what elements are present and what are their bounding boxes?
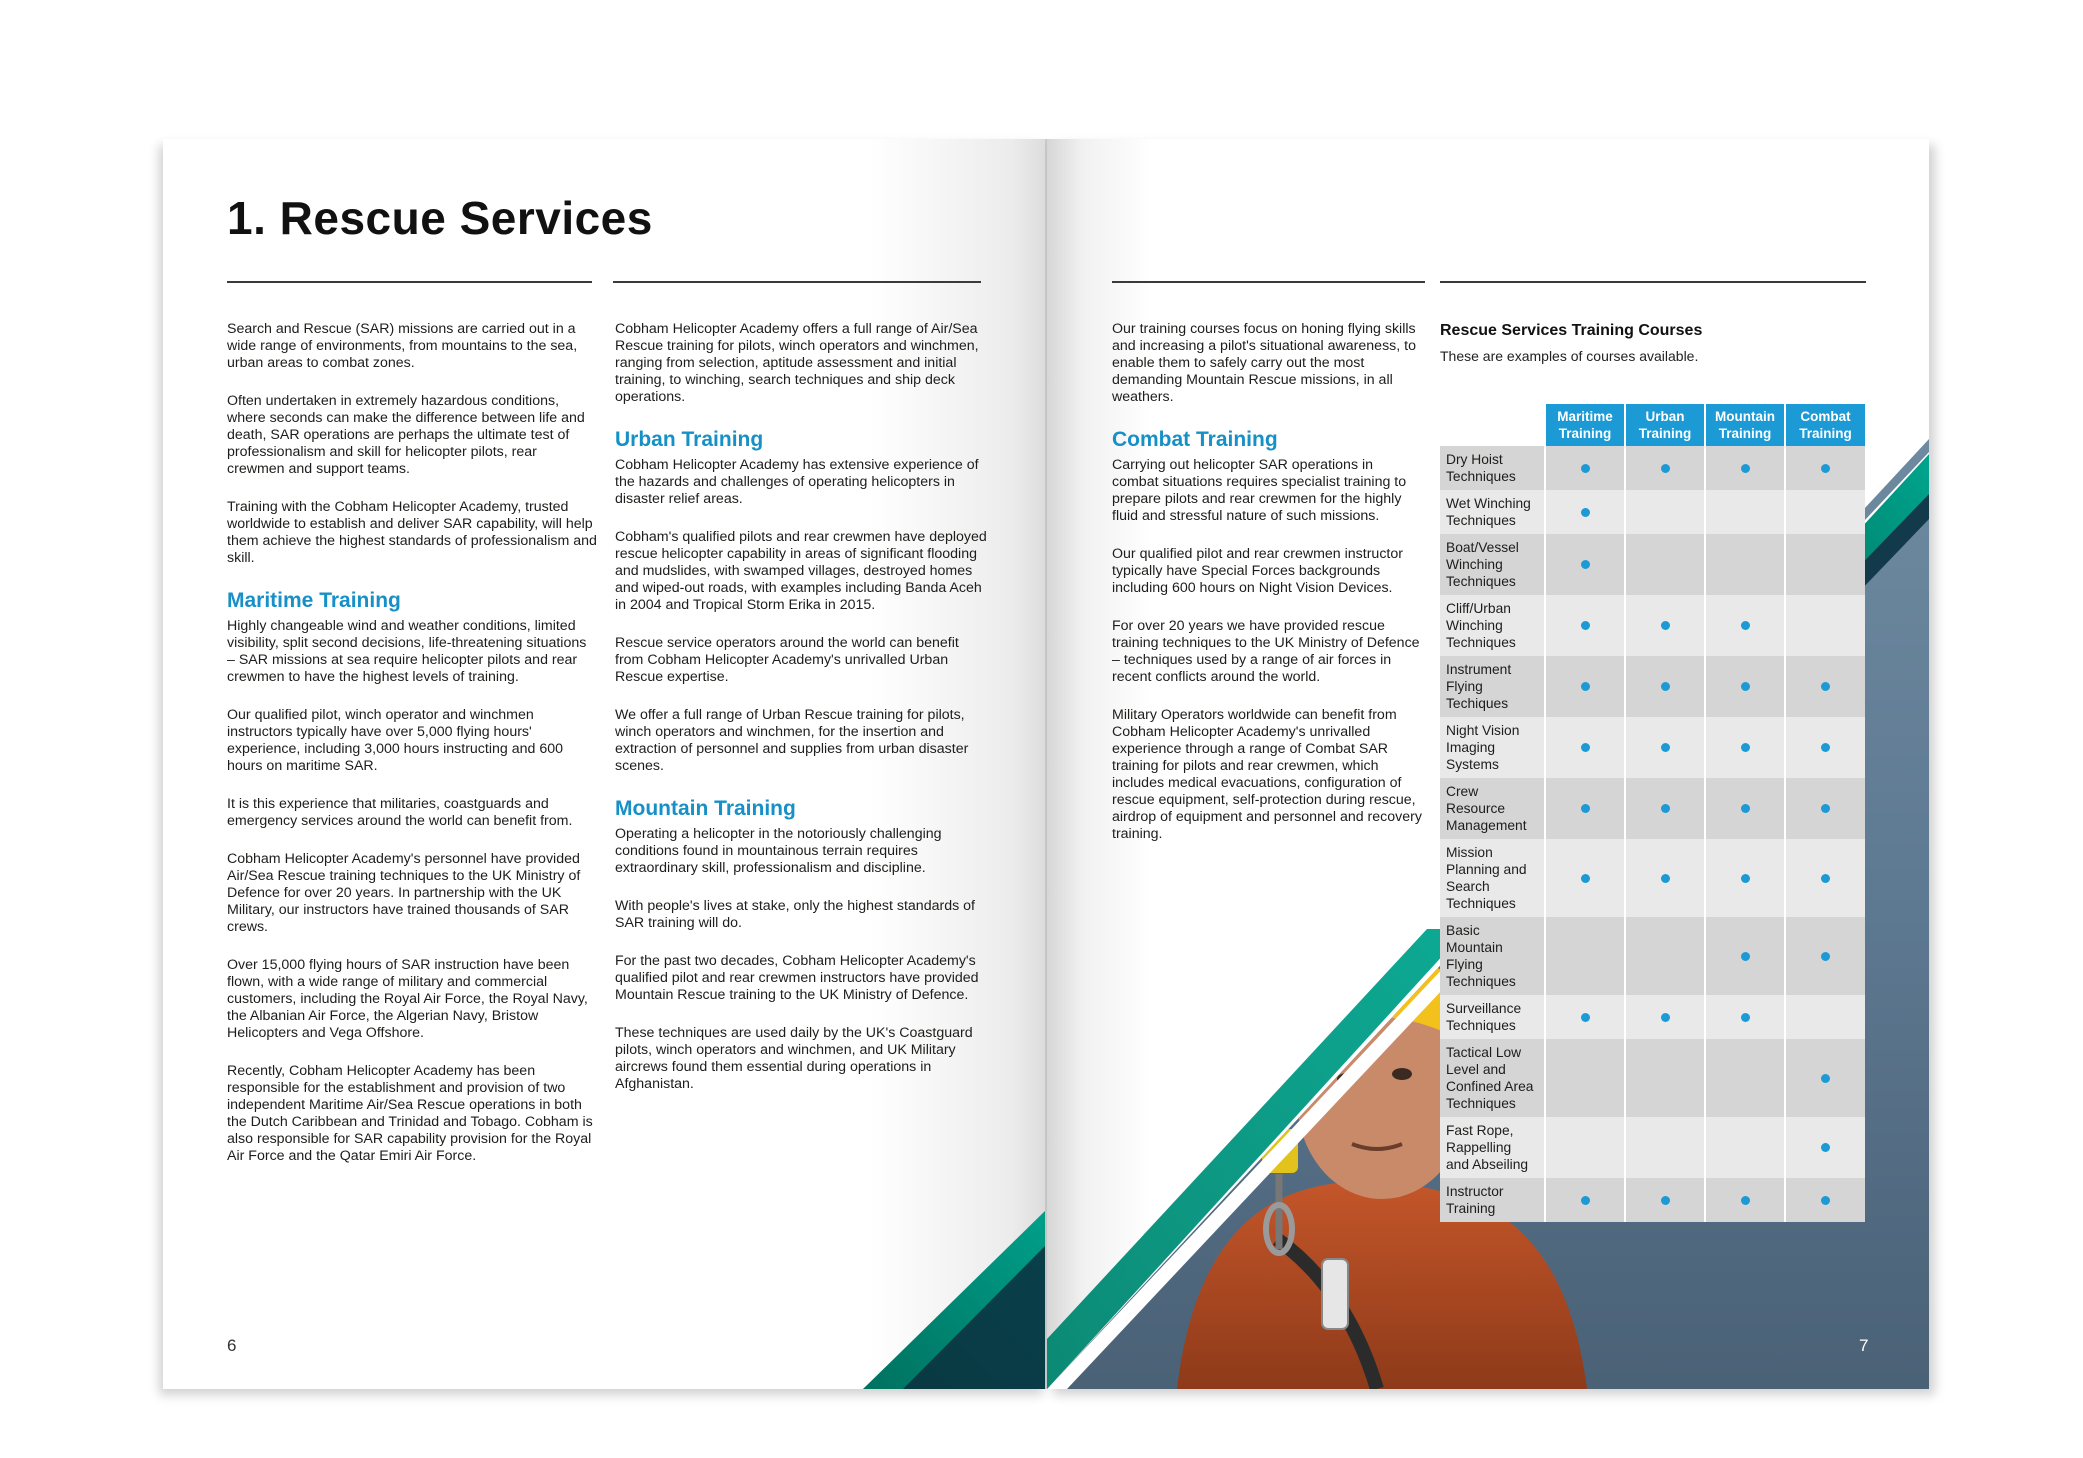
available-dot-icon [1821, 682, 1830, 691]
course-name: Mission Planning and Search Techniques [1440, 839, 1545, 917]
paragraph: Our qualified pilot, winch operator and winchmen instructors typically have over 5,000 flying hours' experience, including 3,000 hours instructing and 600 hours on maritime SAR. [227, 707, 563, 774]
course-name: Wet Winching Techniques [1440, 490, 1545, 534]
table-header-row [1440, 404, 1865, 446]
available-dot-icon [1581, 621, 1590, 630]
column-header: Mountain Training [1705, 404, 1785, 446]
available-dot-icon [1661, 1013, 1670, 1022]
course-name: Tactical Low Level and Confined Area Techniques [1440, 1039, 1545, 1117]
available-dot-icon [1741, 621, 1750, 630]
course-name: Dry Hoist Techniques [1440, 446, 1545, 490]
course-cell [1625, 995, 1705, 1039]
available-dot-icon [1821, 743, 1830, 752]
available-dot-icon [1581, 464, 1590, 473]
available-dot-icon [1581, 682, 1590, 691]
course-cell [1785, 839, 1865, 917]
course-cell [1705, 778, 1785, 839]
course-name: Fast Rope, Rappelling and Abseiling [1440, 1117, 1545, 1178]
table-row [1440, 656, 1865, 717]
left-page [163, 139, 1047, 1389]
course-cell [1545, 656, 1625, 717]
course-cell [1545, 1117, 1625, 1178]
course-cell [1545, 534, 1625, 595]
course-cell [1705, 534, 1785, 595]
course-cell [1625, 490, 1705, 534]
table-row [1440, 1178, 1865, 1222]
column-rule [1440, 281, 1866, 283]
course-cell [1625, 1039, 1705, 1117]
course-cell [1705, 995, 1785, 1039]
combat-heading: Combat Training [1112, 428, 1278, 451]
course-cell [1785, 490, 1865, 534]
available-dot-icon [1581, 508, 1590, 517]
course-name: Instructor Training [1440, 1178, 1545, 1222]
course-cell [1545, 1178, 1625, 1222]
course-cell [1625, 917, 1705, 995]
available-dot-icon [1661, 1196, 1670, 1205]
available-dot-icon [1741, 1013, 1750, 1022]
course-cell [1785, 1178, 1865, 1222]
paragraph: Our training courses focus on honing flying skills and increasing a pilot's situational awareness, to enable them to safely carry out the most demanding Mountain Rescue missions, in all weathers. [1112, 321, 1416, 405]
course-cell [1625, 778, 1705, 839]
available-dot-icon [1581, 804, 1590, 813]
course-cell [1705, 1178, 1785, 1222]
course-cell [1625, 1117, 1705, 1178]
paragraph: Cobham's qualified pilots and rear crewmen have deployed rescue helicopter capability in areas of significant flooding and mudslides, with swamped villages, destroyed homes and wiped-out roads, with examples including Banda Aceh in 2004 and Tropical Storm Erika in 2015. [615, 529, 987, 613]
course-name: Surveillance Techniques [1440, 995, 1545, 1039]
paragraph: Rescue service operators around the world can benefit from Cobham Helicopter Academy's unrivalled Urban Rescue expertise. [615, 635, 959, 685]
page-number: 7 [1859, 1336, 1869, 1355]
course-cell [1625, 717, 1705, 778]
available-dot-icon [1821, 952, 1830, 961]
course-cell [1705, 1039, 1785, 1117]
table-row [1440, 490, 1865, 534]
table-row [1440, 839, 1865, 917]
available-dot-icon [1581, 1196, 1590, 1205]
course-cell [1545, 446, 1625, 490]
available-dot-icon [1661, 804, 1670, 813]
course-name: Boat/Vessel Winching Techniques [1440, 534, 1545, 595]
column-rule [1112, 281, 1425, 283]
column-header: Combat Training [1785, 404, 1865, 446]
available-dot-icon [1661, 682, 1670, 691]
course-name: Instrument Flying Techiques [1440, 656, 1545, 717]
available-dot-icon [1581, 1013, 1590, 1022]
course-cell [1785, 717, 1865, 778]
header-spacer [1440, 404, 1545, 446]
available-dot-icon [1661, 621, 1670, 630]
paragraph: Military Operators worldwide can benefit from Cobham Helicopter Academy's unrivalled experience through a range of Combat SAR training for pilots and rear crewmen, which includes medical evacuations, configuration of rescue equipment, self-protection during rescue, airdrop of equipment and personnel and recovery training. [1112, 707, 1422, 842]
table-row [1440, 446, 1865, 490]
available-dot-icon [1661, 743, 1670, 752]
course-cell [1545, 490, 1625, 534]
available-dot-icon [1661, 874, 1670, 883]
table-subtitle: These are examples of courses available. [1440, 348, 1699, 364]
available-dot-icon [1741, 804, 1750, 813]
available-dot-icon [1821, 804, 1830, 813]
column-header: Urban Training [1625, 404, 1705, 446]
paragraph: Search and Rescue (SAR) missions are carried out in a wide range of environments, from mountains to the sea, urban areas to combat zones. [227, 321, 578, 371]
right-page [1047, 139, 1929, 1389]
available-dot-icon [1741, 1196, 1750, 1205]
course-name: Night Vision Imaging Systems [1440, 717, 1545, 778]
paragraph: It is this experience that militaries, coastguards and emergency services around the world can benefit from. [227, 796, 573, 829]
available-dot-icon [1741, 743, 1750, 752]
table-row [1440, 717, 1865, 778]
paragraph: Our qualified pilot and rear crewmen instructor typically have Special Forces backgrounds including 600 hours on Night Vision Devices. [1112, 546, 1403, 596]
table-row [1440, 534, 1865, 595]
course-cell [1625, 839, 1705, 917]
available-dot-icon [1741, 874, 1750, 883]
course-cell [1625, 534, 1705, 595]
course-cell [1785, 446, 1865, 490]
left-diagonal-graphic [163, 139, 1047, 1389]
available-dot-icon [1581, 743, 1590, 752]
column-3 [1112, 321, 1422, 864]
course-cell [1785, 1039, 1865, 1117]
course-cell [1785, 917, 1865, 995]
available-dot-icon [1581, 560, 1590, 569]
paragraph: For over 20 years we have provided rescue training techniques to the UK Ministry of Defence – techniques used by a range of air forces in recent conflicts around the world. [1112, 618, 1420, 685]
available-dot-icon [1741, 682, 1750, 691]
course-cell [1625, 595, 1705, 656]
page-title: 1. Rescue Services [227, 192, 653, 244]
course-cell [1705, 656, 1785, 717]
paragraph: Cobham Helicopter Academy's personnel have provided Air/Sea Rescue training techniques to the UK Ministry of Defence for over 20 years. In partnership with the UK Military, our instructors have trained thousands of SAR crews. [227, 851, 581, 935]
course-cell [1625, 446, 1705, 490]
paragraph: For the past two decades, Cobham Helicopter Academy's qualified pilot and rear crewmen instructors have provided Mountain Rescue training to the UK Ministry of Defence. [615, 953, 979, 1003]
table-row [1440, 595, 1865, 656]
paragraph: Highly changeable wind and weather conditions, limited visibility, split second decisions, life-threatening situations – SAR missions at sea require helicopter pilots and rear crewmen to have the highest levels of training. [227, 618, 587, 685]
course-cell [1545, 1039, 1625, 1117]
course-cell [1545, 717, 1625, 778]
available-dot-icon [1821, 1196, 1830, 1205]
table-title: Rescue Services Training Courses [1440, 322, 1703, 339]
available-dot-icon [1581, 874, 1590, 883]
paragraph: Over 15,000 flying hours of SAR instruction have been flown, with a wide range of military and commercial customers, including the Royal Air Force, the Royal Navy, the Albanian Air Force, the Algerian Navy, Bristow Helicopters and Vega Offshore. [227, 957, 588, 1041]
available-dot-icon [1661, 464, 1670, 473]
paragraph: These techniques are used daily by the UK's Coastguard pilots, winch operators and winchmen, and UK Military aircrews found them essential during operations in Afghanistan. [615, 1025, 973, 1092]
column-header: Maritime Training [1545, 404, 1625, 446]
table-row [1440, 778, 1865, 839]
paragraph: Cobham Helicopter Academy has extensive experience of the hazards and challenges of operating helicopters in disaster relief areas. [615, 457, 979, 507]
table-row [1440, 1039, 1865, 1117]
course-cell [1545, 778, 1625, 839]
paragraph: Often undertaken in extremely hazardous conditions, where seconds can make the difference between life and death, SAR operations are perhaps the ultimate test of professionalism and skill for helicopter pilots, rear crewmen and support teams. [227, 393, 585, 477]
training-courses-table [1440, 404, 1865, 1222]
paragraph: Training with the Cobham Helicopter Academy, trusted worldwide to establish and deliver SAR capability, will help them achieve the highest standards of professionalism and skill. [227, 499, 597, 566]
available-dot-icon [1821, 1143, 1830, 1152]
available-dot-icon [1821, 874, 1830, 883]
mountain-heading: Mountain Training [615, 797, 796, 820]
course-cell [1785, 778, 1865, 839]
paragraph: Cobham Helicopter Academy offers a full range of Air/Sea Rescue training for pilots, winch operators and winchmen, ranging from selection, aptitude assessment and initial training, to winching, search techniques and ship deck operations. [615, 321, 979, 405]
maritime-heading: Maritime Training [227, 589, 401, 612]
table-row [1440, 1117, 1865, 1178]
available-dot-icon [1741, 464, 1750, 473]
course-cell [1705, 1117, 1785, 1178]
course-cell [1545, 595, 1625, 656]
course-cell [1705, 839, 1785, 917]
course-cell [1785, 1117, 1865, 1178]
course-cell [1545, 995, 1625, 1039]
page-number: 6 [227, 1336, 237, 1355]
available-dot-icon [1821, 1074, 1830, 1083]
course-cell [1705, 446, 1785, 490]
course-cell [1545, 839, 1625, 917]
paragraph: With people's lives at stake, only the highest standards of SAR training will do. [615, 898, 975, 931]
course-name: Cliff/Urban Winching Techniques [1440, 595, 1545, 656]
available-dot-icon [1821, 464, 1830, 473]
paragraph: Operating a helicopter in the notoriously challenging conditions found in mountainous terrain requires extraordinary skill, professionalism and discipline. [615, 826, 942, 876]
course-name: Crew Resource Management [1440, 778, 1545, 839]
paragraph: Recently, Cobham Helicopter Academy has been responsible for the establishment and provision of two independent Maritime Air/Sea Rescue operations in both the Dutch Caribbean and Trinidad and Tobago. Cobham is also responsible for SAR capability provision for the Royal Air Force and the Qatar Emiri Air Force. [227, 1063, 593, 1164]
table-row [1440, 917, 1865, 995]
course-cell [1705, 490, 1785, 534]
course-cell [1705, 917, 1785, 995]
urban-heading: Urban Training [615, 428, 764, 451]
course-cell [1785, 595, 1865, 656]
table-row [1440, 995, 1865, 1039]
paragraph: Carrying out helicopter SAR operations in combat situations requires specialist training to prepare pilots and rear crewmen for the highly fluid and stressful nature of such missions. [1112, 457, 1407, 524]
course-cell [1785, 534, 1865, 595]
course-cell [1705, 717, 1785, 778]
course-name: Basic Mountain Flying Techniques [1440, 917, 1545, 995]
table-body [1440, 446, 1865, 1222]
course-cell [1785, 656, 1865, 717]
course-cell [1625, 1178, 1705, 1222]
course-cell [1785, 995, 1865, 1039]
course-cell [1705, 595, 1785, 656]
paragraph: We offer a full range of Urban Rescue training for pilots, winch operators and winchmen, for the insertion and extraction of personnel and supplies from urban disaster scenes. [615, 707, 969, 774]
course-cell [1625, 656, 1705, 717]
course-cell [1545, 917, 1625, 995]
available-dot-icon [1741, 952, 1750, 961]
